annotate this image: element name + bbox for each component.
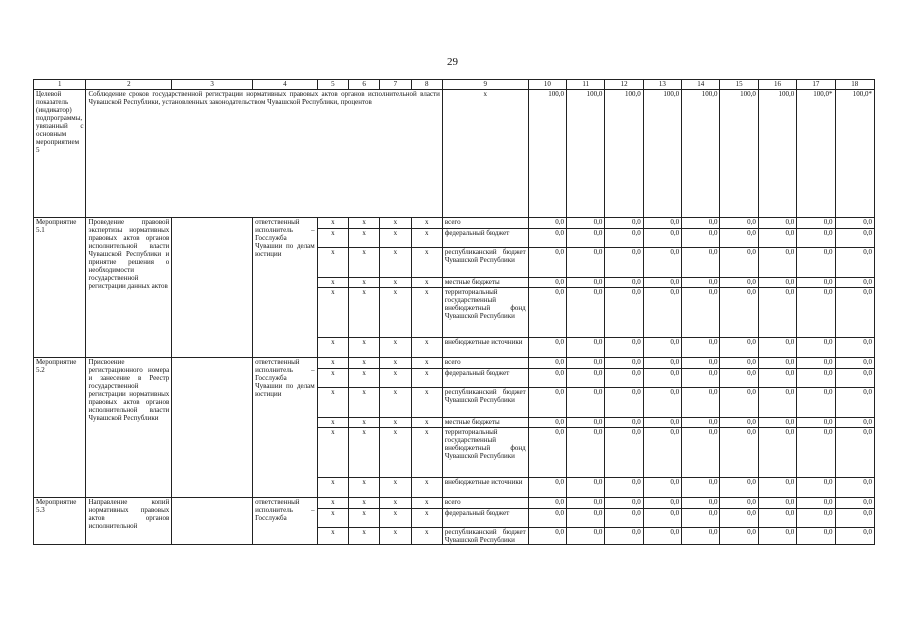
x-mark: x — [348, 388, 379, 418]
amount-cell: 0,0 — [758, 509, 796, 528]
funding-source: федеральный бюджет — [442, 229, 528, 248]
amount-cell: 0,0 — [605, 218, 643, 229]
amount-cell: 0,0 — [605, 248, 643, 278]
amount-cell: 0,0 — [567, 248, 605, 278]
x-mark: x — [348, 358, 379, 369]
amount-cell: 0,0 — [682, 369, 720, 388]
table-row — [34, 218, 875, 229]
amount-cell: 0,0 — [643, 229, 681, 248]
amount-cell: 0,0 — [797, 229, 835, 248]
funding-source: территориальный государственный внебюджетный фонд Чувашской Республики — [442, 428, 528, 478]
amount-cell: 0,0 — [797, 388, 835, 418]
amount-cell: 0,0 — [797, 288, 835, 338]
amount-cell: 0,0 — [605, 369, 643, 388]
amount-cell: 0,0 — [797, 509, 835, 528]
x-mark: x — [317, 498, 348, 509]
amount-cell: 0,0 — [835, 498, 874, 509]
amount-cell: 0,0 — [605, 338, 643, 358]
x-mark: x — [317, 388, 348, 418]
amount-cell: 0,0 — [797, 369, 835, 388]
column-number: 11 — [567, 80, 605, 90]
empty-cell — [172, 358, 253, 498]
amount-cell: 0,0 — [567, 509, 605, 528]
amount-cell: 0,0 — [835, 478, 874, 498]
amount-cell: 0,0 — [567, 498, 605, 509]
funding-source: внебюджетные источники — [442, 478, 528, 498]
amount-cell: 0,0 — [567, 478, 605, 498]
amount-cell: 0,0 — [643, 498, 681, 509]
amount-cell: 0,0 — [835, 388, 874, 418]
event-description: Направление копий нормативных правовых актов органов исполнительной — [86, 498, 172, 545]
header-row — [34, 80, 875, 90]
funding-source: федеральный бюджет — [442, 509, 528, 528]
x-mark: x — [411, 278, 442, 288]
funding-source: республиканский бюджет Чувашской Республики — [442, 528, 528, 545]
program-table — [33, 79, 875, 545]
amount-cell: 0,0 — [835, 528, 874, 545]
indicator-value: 100,0 — [643, 90, 681, 218]
amount-cell: 0,0 — [758, 248, 796, 278]
amount-cell: 0,0 — [528, 369, 566, 388]
event-label: Мероприятие 5.3 — [34, 498, 86, 545]
amount-cell: 0,0 — [528, 288, 566, 338]
amount-cell: 0,0 — [567, 428, 605, 478]
amount-cell: 0,0 — [720, 388, 758, 418]
x-mark: x — [348, 478, 379, 498]
amount-cell: 0,0 — [797, 358, 835, 369]
amount-cell: 0,0 — [567, 288, 605, 338]
amount-cell: 0,0 — [720, 338, 758, 358]
x-mark: x — [348, 288, 379, 338]
amount-cell: 0,0 — [682, 248, 720, 278]
x-mark: x — [348, 229, 379, 248]
amount-cell: 0,0 — [758, 338, 796, 358]
amount-cell: 0,0 — [797, 278, 835, 288]
amount-cell: 0,0 — [835, 369, 874, 388]
event-description: Присвоение регистрационного номера и занесение в Реестр государственной регистрации нормативных правовых актов органов исполнительной власти Чувашской Республики — [86, 358, 172, 498]
amount-cell: 0,0 — [835, 358, 874, 369]
amount-cell: 0,0 — [797, 528, 835, 545]
funding-source: территориальный государственный внебюджетный фонд Чувашской Республики — [442, 288, 528, 338]
x-mark: x — [317, 229, 348, 248]
x-mark: x — [348, 418, 379, 428]
column-number: 2 — [86, 80, 172, 90]
amount-cell: 0,0 — [643, 288, 681, 338]
column-number: 15 — [720, 80, 758, 90]
column-number: 1 — [34, 80, 86, 90]
x-mark: x — [317, 478, 348, 498]
amount-cell: 0,0 — [605, 428, 643, 478]
x-mark: x — [317, 428, 348, 478]
funding-source: всего — [442, 358, 528, 369]
amount-cell: 0,0 — [835, 218, 874, 229]
amount-cell: 0,0 — [797, 248, 835, 278]
indicator-description: Соблюдение сроков государственной регистрации нормативных правовых актов органов исполнительной власти Чувашской Республики, установленных законодательством Чувашской Республики, процентов — [86, 90, 442, 218]
indicator-value: 100,0* — [797, 90, 835, 218]
amount-cell: 0,0 — [720, 428, 758, 478]
event-executor: ответственный исполнитель – Госслужба — [253, 498, 318, 545]
amount-cell: 0,0 — [720, 278, 758, 288]
amount-cell: 0,0 — [643, 358, 681, 369]
indicator-value: 100,0 — [758, 90, 796, 218]
x-mark: x — [380, 498, 411, 509]
amount-cell: 0,0 — [835, 338, 874, 358]
amount-cell: 0,0 — [567, 278, 605, 288]
column-number: 16 — [758, 80, 796, 90]
amount-cell: 0,0 — [528, 248, 566, 278]
indicator-value: 100,0 — [682, 90, 720, 218]
amount-cell: 0,0 — [605, 528, 643, 545]
x-mark: x — [411, 528, 442, 545]
amount-cell: 0,0 — [758, 478, 796, 498]
x-mark: x — [411, 358, 442, 369]
amount-cell: 0,0 — [835, 509, 874, 528]
amount-cell: 0,0 — [643, 509, 681, 528]
funding-source: всего — [442, 218, 528, 229]
funding-source: республиканский бюджет Чувашской Республики — [442, 388, 528, 418]
indicator-value: 100,0* — [835, 90, 874, 218]
x-mark: x — [411, 338, 442, 358]
amount-cell: 0,0 — [682, 509, 720, 528]
amount-cell: 0,0 — [835, 288, 874, 338]
amount-cell: 0,0 — [758, 288, 796, 338]
x-mark: x — [317, 509, 348, 528]
amount-cell: 0,0 — [605, 418, 643, 428]
funding-source: федеральный бюджет — [442, 369, 528, 388]
x-mark: x — [380, 418, 411, 428]
amount-cell: 0,0 — [567, 369, 605, 388]
column-number: 9 — [442, 80, 528, 90]
amount-cell: 0,0 — [605, 229, 643, 248]
x-mark: x — [411, 428, 442, 478]
column-number: 12 — [605, 80, 643, 90]
amount-cell: 0,0 — [758, 218, 796, 229]
amount-cell: 0,0 — [528, 388, 566, 418]
column-number: 10 — [528, 80, 566, 90]
amount-cell: 0,0 — [567, 418, 605, 428]
amount-cell: 0,0 — [720, 498, 758, 509]
amount-cell: 0,0 — [835, 278, 874, 288]
amount-cell: 0,0 — [528, 338, 566, 358]
amount-cell: 0,0 — [720, 288, 758, 338]
amount-cell: 0,0 — [643, 418, 681, 428]
amount-cell: 0,0 — [643, 338, 681, 358]
column-number: 3 — [172, 80, 253, 90]
x-mark: x — [411, 288, 442, 338]
amount-cell: 0,0 — [835, 248, 874, 278]
x-mark: x — [317, 218, 348, 229]
x-mark: x — [348, 528, 379, 545]
amount-cell: 0,0 — [682, 498, 720, 509]
x-mark: x — [380, 338, 411, 358]
amount-cell: 0,0 — [797, 498, 835, 509]
x-mark: x — [411, 418, 442, 428]
amount-cell: 0,0 — [605, 509, 643, 528]
x-mark: x — [411, 478, 442, 498]
amount-cell: 0,0 — [720, 218, 758, 229]
amount-cell: 0,0 — [758, 278, 796, 288]
funding-source: внебюджетные источники — [442, 338, 528, 358]
funding-source: местные бюджеты — [442, 278, 528, 288]
x-mark: x — [380, 288, 411, 338]
x-mark: x — [380, 369, 411, 388]
amount-cell: 0,0 — [528, 418, 566, 428]
x-mark: x — [317, 278, 348, 288]
event-label: Мероприятие 5.2 — [34, 358, 86, 498]
amount-cell: 0,0 — [528, 528, 566, 545]
amount-cell: 0,0 — [758, 528, 796, 545]
amount-cell: 0,0 — [643, 528, 681, 545]
amount-cell: 0,0 — [643, 248, 681, 278]
amount-cell: 0,0 — [682, 358, 720, 369]
x-mark: x — [317, 288, 348, 338]
empty-cell — [172, 218, 253, 358]
amount-cell: 0,0 — [720, 358, 758, 369]
x-mark: x — [380, 229, 411, 248]
x-mark: x — [317, 248, 348, 278]
x-mark: x — [348, 338, 379, 358]
amount-cell: 0,0 — [682, 288, 720, 338]
amount-cell: 0,0 — [605, 288, 643, 338]
empty-cell — [172, 498, 253, 545]
x-mark: x — [348, 218, 379, 229]
x-mark: x — [380, 218, 411, 229]
column-number: 17 — [797, 80, 835, 90]
amount-cell: 0,0 — [643, 218, 681, 229]
amount-cell: 0,0 — [643, 278, 681, 288]
amount-cell: 0,0 — [567, 388, 605, 418]
amount-cell: 0,0 — [528, 278, 566, 288]
x-mark: x — [348, 428, 379, 478]
x-mark: x — [411, 369, 442, 388]
funding-source: всего — [442, 498, 528, 509]
amount-cell: 0,0 — [643, 428, 681, 478]
amount-cell: 0,0 — [720, 418, 758, 428]
amount-cell: 0,0 — [835, 229, 874, 248]
x-mark: x — [411, 229, 442, 248]
amount-cell: 0,0 — [720, 478, 758, 498]
amount-cell: 0,0 — [567, 218, 605, 229]
indicator-value: 100,0 — [567, 90, 605, 218]
amount-cell: 0,0 — [605, 358, 643, 369]
event-executor: ответственный исполнитель – Госслужба Чувашии по делам юстиции — [253, 218, 318, 358]
amount-cell: 0,0 — [720, 229, 758, 248]
amount-cell: 0,0 — [797, 428, 835, 478]
amount-cell: 0,0 — [528, 478, 566, 498]
amount-cell: 0,0 — [682, 338, 720, 358]
amount-cell: 0,0 — [682, 528, 720, 545]
amount-cell: 0,0 — [643, 388, 681, 418]
x-mark: x — [348, 509, 379, 528]
amount-cell: 0,0 — [605, 278, 643, 288]
amount-cell: 0,0 — [758, 418, 796, 428]
x-mark: x — [380, 478, 411, 498]
x-mark: x — [411, 248, 442, 278]
indicator-value: 100,0 — [720, 90, 758, 218]
event-label: Мероприятие 5.1 — [34, 218, 86, 358]
amount-cell: 0,0 — [682, 278, 720, 288]
amount-cell: 0,0 — [758, 369, 796, 388]
x-mark: x — [317, 528, 348, 545]
indicator-value: 100,0 — [528, 90, 566, 218]
amount-cell: 0,0 — [605, 478, 643, 498]
amount-cell: 0,0 — [605, 498, 643, 509]
amount-cell: 0,0 — [682, 478, 720, 498]
amount-cell: 0,0 — [682, 218, 720, 229]
amount-cell: 0,0 — [567, 338, 605, 358]
amount-cell: 0,0 — [797, 218, 835, 229]
amount-cell: 0,0 — [797, 338, 835, 358]
x-mark: x — [380, 428, 411, 478]
amount-cell: 0,0 — [682, 388, 720, 418]
column-number: 18 — [835, 80, 874, 90]
amount-cell: 0,0 — [720, 509, 758, 528]
table-row — [34, 90, 875, 218]
amount-cell: 0,0 — [682, 418, 720, 428]
table-row — [34, 358, 875, 369]
indicator-value: 100,0 — [605, 90, 643, 218]
amount-cell: 0,0 — [567, 229, 605, 248]
x-mark: x — [348, 248, 379, 278]
amount-cell: 0,0 — [528, 358, 566, 369]
amount-cell: 0,0 — [643, 478, 681, 498]
x-mark: x — [317, 358, 348, 369]
amount-cell: 0,0 — [567, 528, 605, 545]
column-number: 5 — [317, 80, 348, 90]
column-number: 13 — [643, 80, 681, 90]
amount-cell: 0,0 — [567, 358, 605, 369]
x-mark: x — [411, 498, 442, 509]
amount-cell: 0,0 — [720, 528, 758, 545]
table-row — [34, 498, 875, 509]
x-mark: x — [411, 509, 442, 528]
amount-cell: 0,0 — [682, 428, 720, 478]
event-description: Проведение правовой экспертизы нормативных правовых актов органов исполнительной власти Чувашской Республики и принятие решения о необходимости государственной регистрации данных актов — [86, 218, 172, 358]
amount-cell: 0,0 — [758, 498, 796, 509]
x-mark: x — [317, 418, 348, 428]
amount-cell: 0,0 — [528, 428, 566, 478]
column-number: 4 — [253, 80, 318, 90]
x-mark: x — [380, 278, 411, 288]
funding-source: местные бюджеты — [442, 418, 528, 428]
x-mark: x — [380, 358, 411, 369]
x-mark: x — [411, 218, 442, 229]
amount-cell: 0,0 — [682, 229, 720, 248]
amount-cell: 0,0 — [835, 418, 874, 428]
column-number: 14 — [682, 80, 720, 90]
x-mark: x — [380, 248, 411, 278]
amount-cell: 0,0 — [528, 229, 566, 248]
amount-cell: 0,0 — [835, 428, 874, 478]
funding-source: республиканский бюджет Чувашской Республики — [442, 248, 528, 278]
amount-cell: 0,0 — [797, 478, 835, 498]
amount-cell: 0,0 — [758, 428, 796, 478]
x-mark: x — [380, 388, 411, 418]
x-mark: x — [411, 388, 442, 418]
page-number: 29 — [447, 56, 458, 68]
amount-cell: 0,0 — [758, 358, 796, 369]
column-number: 7 — [380, 80, 411, 90]
column-number: 6 — [348, 80, 379, 90]
x-mark: x — [317, 369, 348, 388]
amount-cell: 0,0 — [528, 509, 566, 528]
indicator-x: x — [442, 90, 528, 218]
amount-cell: 0,0 — [720, 248, 758, 278]
event-executor: ответственный исполнитель – Госслужба Чувашии по делам юстиции — [253, 358, 318, 498]
amount-cell: 0,0 — [720, 369, 758, 388]
x-mark: x — [380, 509, 411, 528]
amount-cell: 0,0 — [797, 418, 835, 428]
x-mark: x — [348, 278, 379, 288]
amount-cell: 0,0 — [758, 388, 796, 418]
amount-cell: 0,0 — [605, 388, 643, 418]
x-mark: x — [348, 498, 379, 509]
amount-cell: 0,0 — [528, 498, 566, 509]
column-number: 8 — [411, 80, 442, 90]
indicator-label: Целевой показатель (индикатор) подпрограммы, увязанный с основным мероприятием 5 — [34, 90, 86, 218]
x-mark: x — [348, 369, 379, 388]
x-mark: x — [317, 338, 348, 358]
amount-cell: 0,0 — [528, 218, 566, 229]
amount-cell: 0,0 — [643, 369, 681, 388]
x-mark: x — [380, 528, 411, 545]
amount-cell: 0,0 — [758, 229, 796, 248]
